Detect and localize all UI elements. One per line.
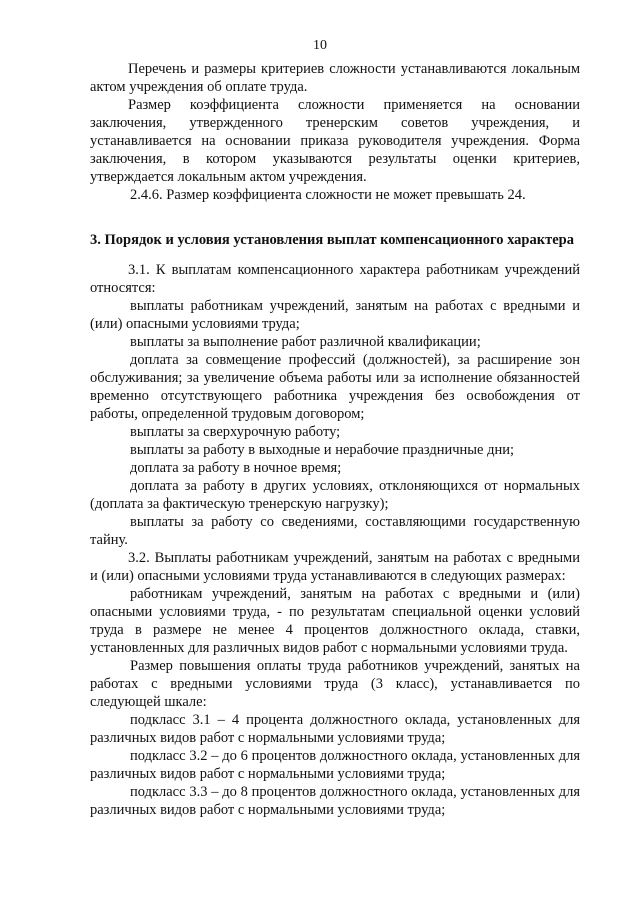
- paragraph-coefficient-basis: Размер коэффициента сложности применяется на основании заключения, утвержденного тренерским советов учреждения, и устанавливается на основании приказа руководителя учреждения. Форма заключения, в котором указываются результаты оценки критериев, утверждается локальным актом учреждения.: [90, 97, 580, 185]
- paragraph-criteria-list: Перечень и размеры критериев сложности устанавливаются локальным актом учреждения об оплате труда.: [90, 61, 580, 95]
- paragraph-3-1: 3.1. К выплатам компенсационного характера работникам учреждений относятся:: [90, 262, 580, 296]
- page-number: 10: [313, 38, 327, 53]
- paragraph-scale-intro: Размер повышения оплаты труда работников учреждений, занятых на работах с вредными условиями труда (3 класс), устанавливается по следующей шкале:: [90, 658, 580, 710]
- paragraph-3-2: 3.2. Выплаты работникам учреждений, занятым на работах с вредными и (или) опасными условиями труда устанавливаются в следующих размерах:: [90, 550, 580, 584]
- list-item-qualification: выплаты за выполнение работ различной квалификации;: [130, 334, 481, 350]
- list-item-subclass-3-1: подкласс 3.1 – 4 процента должностного оклада, установленных для различных видов работ с нормальными условиями труда;: [90, 712, 580, 746]
- list-item-overtime: выплаты за сверхурочную работу;: [130, 424, 341, 440]
- section-heading: 3. Порядок и условия установления выплат компенсационного характера: [90, 232, 574, 248]
- list-item-subclass-3-2: подкласс 3.2 – до 6 процентов должностного оклада, установленных для различных видов работ с нормальными условиями труда;: [90, 748, 580, 782]
- list-item-combination: доплата за совмещение профессий (должностей), за расширение зон обслуживания; за увеличение объема работы или за исполнение обязанностей временно отсутствующего работника учреждения без освобождения от работы, определенной трудовым договором;: [90, 352, 580, 422]
- list-item-other-conditions: доплата за работу в других условиях, отклоняющихся от нормальных (доплата за фактическую тренерскую нагрузку);: [90, 478, 580, 512]
- list-item-subclass-3-3: подкласс 3.3 – до 8 процентов должностного оклада, установленных для различных видов работ с нормальными условиями труда;: [90, 784, 580, 818]
- page-body: [90, 60, 580, 819]
- paragraph-special-assessment: работникам учреждений, занятым на работах с вредными и (или) опасными условиями труда, - по результатам специальной оценки условий труда в размере не менее 4 процентов должностного оклада, ставки, установленных для различных видов работ с нормальными условиями труда.: [90, 586, 580, 656]
- list-item-harmful-conditions: выплаты работникам учреждений, занятым на работах с вредными и (или) опасными условиями труда;: [90, 298, 580, 332]
- list-item-state-secret: выплаты за работу со сведениями, составляющими государственную тайну.: [90, 514, 580, 548]
- list-item-holidays: выплаты за работу в выходные и нерабочие праздничные дни;: [130, 442, 515, 458]
- paragraph-2-4-6: 2.4.6. Размер коэффициента сложности не может превышать 24.: [130, 187, 526, 203]
- list-item-night: доплата за работу в ночное время;: [130, 460, 342, 476]
